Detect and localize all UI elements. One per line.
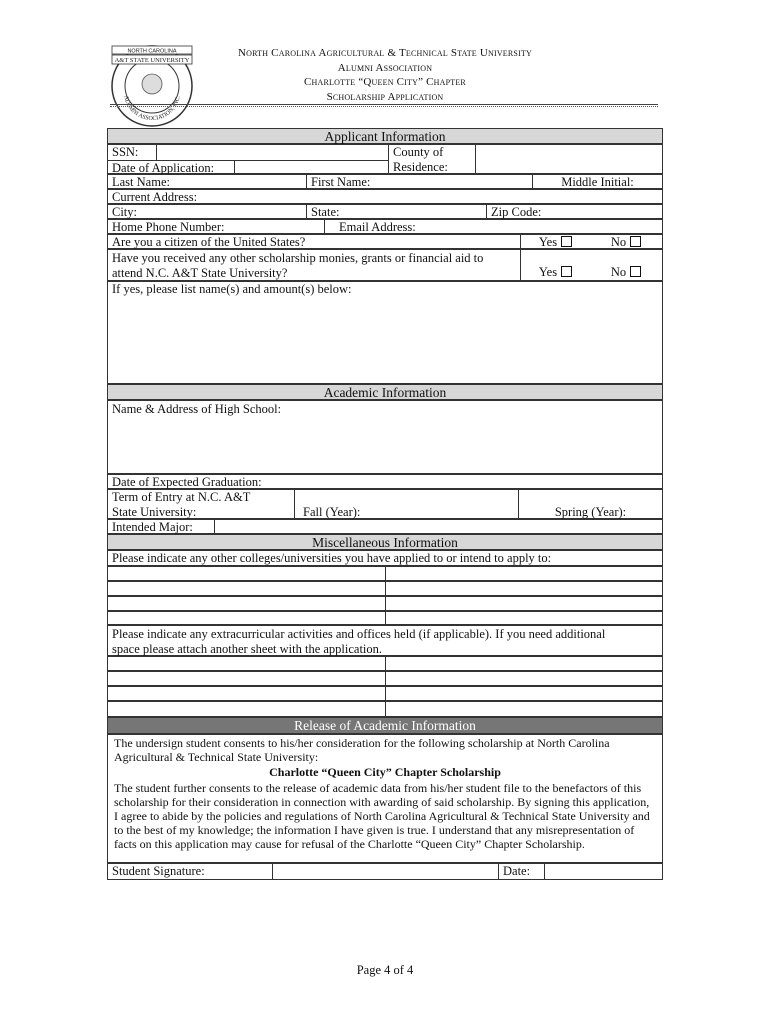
college-entry-row (107, 596, 663, 611)
college-entry-right[interactable] (385, 612, 662, 624)
signature-field[interactable] (272, 864, 498, 879)
scholarship-question-line1: Have you received any other scholarship monies, grants or financial aid to (112, 251, 484, 265)
logo-top-text: NORTH CAROLINA (127, 48, 177, 55)
email-label[interactable]: Email Address: (324, 220, 662, 233)
home-phone-label[interactable]: Home Phone Number: (112, 220, 225, 234)
college-entry-row (107, 581, 663, 596)
term-label-line1: Term of Entry at N.C. A&T (112, 490, 251, 504)
city-row (107, 204, 663, 219)
scholarship-no-label: No (610, 265, 627, 279)
college-entry-left[interactable] (108, 567, 385, 580)
list-names-label: If yes, please list name(s) and amount(s) below: (112, 282, 352, 296)
header-chapter: Charlotte “Queen City” Chapter (304, 76, 466, 88)
header-application: Scholarship Application (326, 90, 444, 103)
college-entry-right[interactable] (385, 567, 662, 580)
release-paragraph-1: The undersign student consents to his/her consideration for the following scholarship at North Carolina Agricultural & Technical State University: (114, 736, 610, 765)
date-application-field[interactable] (234, 160, 388, 175)
activity-entry-left[interactable] (108, 687, 385, 700)
college-entry-left[interactable] (108, 612, 385, 624)
activity-entry-row (107, 656, 663, 671)
county-label (388, 145, 475, 173)
term-label (108, 490, 294, 518)
high-school-label: Name & Address of High School: (112, 402, 282, 416)
section-applicant-title: Applicant Information (107, 128, 663, 144)
activity-entry-right[interactable] (385, 657, 662, 670)
zip-label[interactable]: Zip Code: (486, 205, 662, 218)
scholarship-question-line2: attend N.C. A&T State University? (112, 265, 288, 280)
spring-year-field[interactable]: Spring (Year): (518, 490, 662, 518)
college-entry-left[interactable] (108, 582, 385, 595)
activity-entry-row (107, 701, 663, 717)
header-university: North Carolina Agricultural & Technical State University (237, 47, 533, 59)
major-field[interactable] (214, 520, 662, 533)
scholarship-yes-checkbox[interactable] (561, 266, 572, 277)
section-release-title: Release of Academic Information (107, 717, 663, 734)
activity-entry-left[interactable] (108, 657, 385, 670)
scholarship-question (108, 250, 520, 280)
graduation-row (107, 474, 663, 489)
college-entry-left[interactable] (108, 597, 385, 610)
section-misc-title: Miscellaneous Information (107, 534, 663, 550)
release-text-block (107, 734, 663, 863)
activity-entry-right[interactable] (385, 702, 662, 716)
scholarship-no-option[interactable] (590, 250, 662, 280)
state-label[interactable]: State: (306, 205, 486, 218)
svg-text:ALUMNI ASSOCIATION, INC. (122, 95, 181, 122)
city-label[interactable]: City: (112, 205, 138, 219)
activity-entry-right[interactable] (385, 687, 662, 700)
high-school-area[interactable] (107, 400, 663, 474)
citizen-question: Are you a citizen of the United States? (112, 235, 306, 249)
scholarship-yes-label: Yes (538, 265, 558, 279)
college-entry-row (107, 566, 663, 581)
county-field[interactable] (475, 145, 662, 173)
scholarship-name: Charlotte “Queen City” Chapter Scholarship (269, 765, 501, 780)
date-label: Date: (498, 864, 544, 879)
ssn-label: SSN: (112, 145, 139, 159)
header-association: Alumni Association (337, 61, 433, 74)
current-address-label[interactable]: Current Address: (112, 190, 198, 204)
county-label-line2: Residence: (393, 159, 448, 174)
name-row (107, 174, 663, 189)
college-entry-row (107, 611, 663, 625)
scholarship-list-area[interactable] (107, 281, 663, 384)
signature-label: Student Signature: (112, 864, 205, 878)
scholarship-no-checkbox[interactable] (630, 266, 641, 277)
activity-entry-row (107, 671, 663, 686)
date-field[interactable] (544, 864, 662, 879)
last-name-label[interactable]: Last Name: (112, 175, 170, 189)
major-label: Intended Major: (112, 520, 193, 534)
activities-row (107, 625, 663, 656)
citizen-no-label: No (610, 235, 627, 249)
activities-label-line2: space please attach another sheet with the application. (112, 641, 383, 656)
scholarship-yes-option[interactable] (520, 250, 590, 280)
citizen-row (107, 234, 663, 249)
college-entry-right[interactable] (385, 582, 662, 595)
ssn-county-row (107, 144, 663, 174)
citizen-yes-label: Yes (538, 235, 558, 249)
phone-row (107, 219, 663, 234)
form-header (200, 46, 570, 104)
term-label-line2: State University: (112, 504, 197, 519)
citizen-yes-checkbox[interactable] (561, 236, 572, 247)
header-divider (110, 104, 658, 107)
middle-initial-label[interactable]: Middle Initial: (532, 175, 662, 188)
page-number: Page 4 of 4 (356, 963, 414, 977)
citizen-no-option[interactable] (590, 235, 662, 248)
citizen-yes-option[interactable] (520, 235, 590, 248)
activity-entry-row (107, 686, 663, 701)
section-academic-title: Academic Information (107, 384, 663, 400)
activities-label-line1: Please indicate any extracurricular activities and offices held (if applicable). If you need additional (112, 627, 606, 641)
term-row (107, 489, 663, 519)
logo-ring-text: ALUMNI ASSOCIATION, INC. (122, 95, 182, 123)
date-application-label: Date of Application: (108, 160, 388, 175)
first-name-label[interactable]: First Name: (306, 175, 532, 188)
activity-entry-left[interactable] (108, 672, 385, 685)
fall-year-field[interactable]: Fall (Year): (294, 490, 518, 518)
colleges-label: Please indicate any other colleges/universities you have applied to or intend to apply to: (112, 551, 552, 565)
colleges-row (107, 550, 663, 566)
logo-band-text: A&T STATE UNIVERSITY (114, 57, 190, 64)
activity-entry-left[interactable] (108, 702, 385, 716)
signature-row (107, 863, 663, 880)
college-entry-right[interactable] (385, 597, 662, 610)
address-row (107, 189, 663, 204)
scholarship-row (107, 249, 663, 281)
university-seal-logo (110, 44, 194, 128)
major-row (107, 519, 663, 534)
county-label-line1: County of (393, 145, 444, 159)
release-paragraph-2: The student further consents to the release of academic data from his/her student file to the benefactors of this scholarship for their consideration in connection with awarding of said scholarship. By signing this application, I agree to abide by the policies and regulations of North Carolina Agricultural & Technical State University and to the best of my knowledge; the information I have given is true. I understand that any misrepresentation of facts on this application may cause for refusal of the Charlotte “Queen City” Chapter Scholarship. (114, 780, 650, 852)
ssn-field[interactable] (156, 145, 388, 160)
activities-label (108, 626, 662, 655)
activity-entry-right[interactable] (385, 672, 662, 685)
graduation-label[interactable]: Date of Expected Graduation: (112, 475, 262, 489)
citizen-no-checkbox[interactable] (630, 236, 641, 247)
